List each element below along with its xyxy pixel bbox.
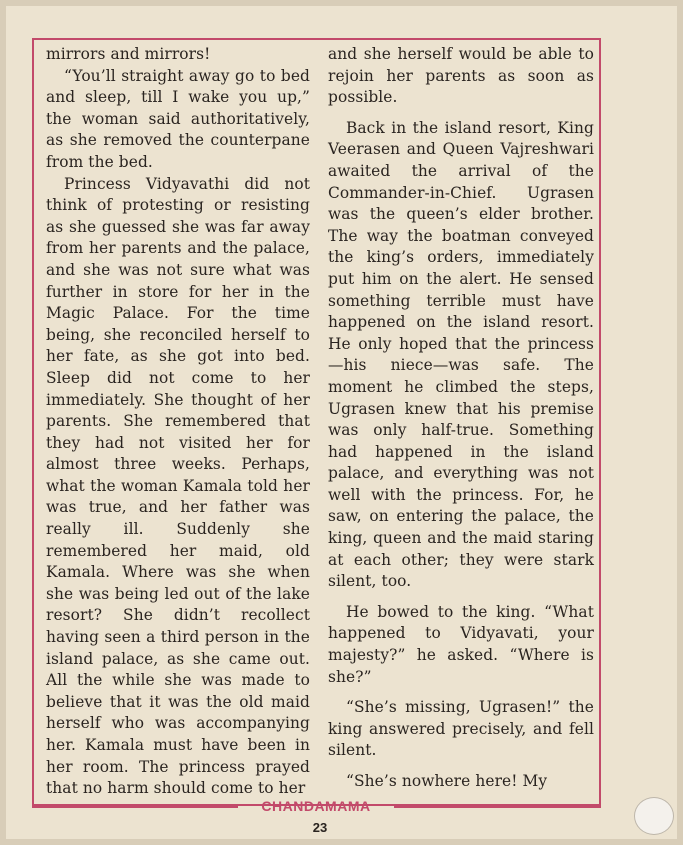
paragraph: Back in the island resort, King Veerasen and Queen Vajreshwari awaited the arrival of the Commander-in-Chief. Ugrasen was the queen’s elder brother. The way the boatman conveyed the king’s orders, immediately put him on the alert. He sensed something terrible must have happened on the island resort. He only hoped that the princess—his niece—was safe. The moment he climbed the steps, Ugrasen knew that his premise was only half-true. Something had happened in the island palace, and everything was not well with the princess. For, he saw, on entering the palace, the king, queen and the maid staring at each other; they were stark silent, too. xyxy=(328,118,594,591)
paragraph: “She’s nowhere here! My xyxy=(346,772,548,790)
paragraph: mirrors and mirrors! xyxy=(46,45,211,63)
page-number: 23 xyxy=(312,820,328,835)
footer-rule-right xyxy=(394,806,601,808)
footer-rule-left xyxy=(32,806,238,808)
right-text-column xyxy=(328,44,594,793)
paragraph: “She’s missing, Ugrasen!” the king answered precisely, and fell silent. xyxy=(328,698,594,760)
archive-stamp-icon xyxy=(634,797,674,835)
paragraph: He bowed to the king. “What happened to Vidyavati, your majesty?” he asked. “Where is she?” xyxy=(328,602,594,686)
paragraph: Princess Vidyavathi did not think of protesting or resisting as she guessed she was far away from her parents and the palace, and she was not sure what was further in store for her in the Magic Palace. For the time being, she reconciled herself to her fate, as she got into bed. Sleep did not come to her immediately. She thought of her parents. She remembered that they had not visited her for almost three weeks. Perhaps, what the woman Kamala told her was true, and her father was really ill. Suddenly she remembered her maid, old Kamala. Where was she when she was being led out of the lake resort? She didn’t recollect having seen a third person in the island palace, as she came out. All the while she was made to believe that it was the old maid herself who was accompanying her. Kamala must have been in her room. The princess prayed that no harm should come to her xyxy=(46,174,310,798)
paragraph: and she herself would be able to rejoin her parents as soon as possible. xyxy=(328,45,594,107)
paragraph: “You’ll straight away go to bed and sleep, till I wake you up,” the woman said authoritatively, as she removed the counterpane from the bed. xyxy=(46,66,310,171)
left-text-column xyxy=(46,44,310,800)
page-footer xyxy=(32,798,601,818)
magazine-brand: CHANDAMAMA xyxy=(261,798,371,814)
